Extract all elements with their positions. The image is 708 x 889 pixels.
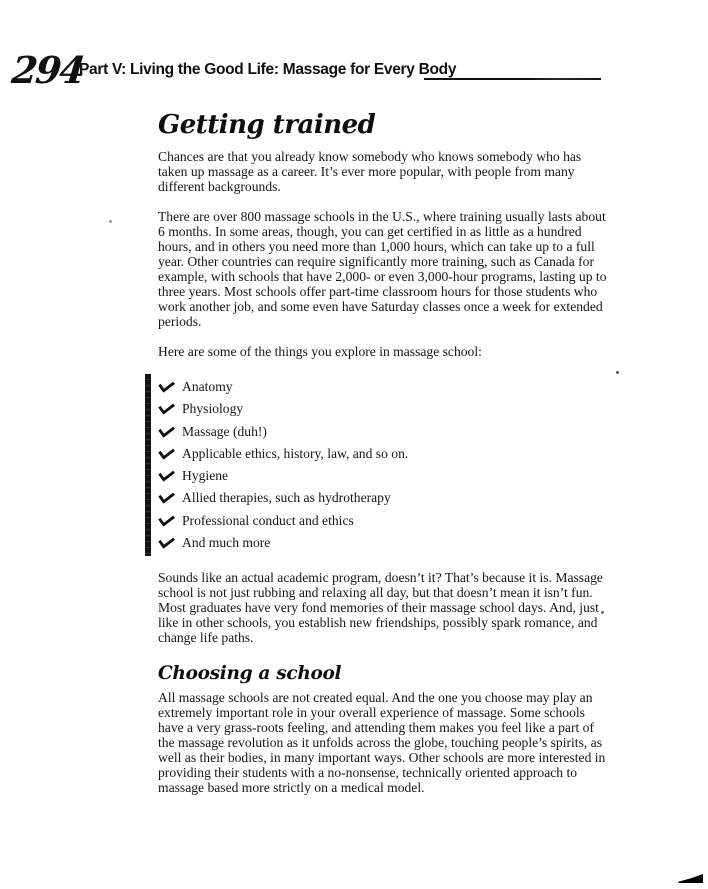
paragraph: There are over 800 massage schools in the U.S., where training usually lasts about 6 months. In some areas, though, you can get certified in as little as a hundred hours, and in others you need more than 1,000 hours, which can take up to a full year. Other countries can require significantly more training, such as Canada for example, with schools that have 2,000- or even 3,000-hour programs, lasting up to three years. Most schools offer part-time classroom hours for those students who work another job, and some even have Saturday classes once a week for extended periods. (158, 209, 607, 329)
paragraph: Chances are that you already know somebody who knows somebody who has taken up massage as a career. It’s ever more popular, with people from many different backgrounds. (158, 149, 582, 194)
list-item-label: Allied therapies, such as hydrotherapy (182, 490, 391, 506)
section-heading: Getting trained (158, 110, 376, 140)
list-item-label: Hygiene (182, 468, 229, 484)
list-item (158, 378, 608, 400)
list-item-label: Applicable ethics, history, law, and so on. (182, 445, 409, 461)
list-item (158, 512, 608, 534)
check-bullet-icon (158, 515, 175, 527)
list-item (158, 400, 608, 422)
scan-speck (616, 371, 619, 374)
checklist-side-bar (145, 374, 151, 556)
list-item-label: Physiology (182, 401, 244, 417)
scan-speck (109, 220, 112, 223)
check-bullet-icon (158, 470, 175, 482)
running-head-rule (424, 78, 601, 80)
page-number: 294 (9, 48, 86, 92)
list-item-label: Anatomy (182, 379, 233, 394)
paragraph: Sounds like an actual academic program, doesn’t it? That’s because it is. Massage school is not just rubbing and relaxing all day, but that doesn’t mean it isn’t fun. Most graduates have very fond memories of their massage school days. And, just like in other schools, you establish new friendships, possibly spark romance, and change life paths. (158, 570, 603, 646)
check-bullet-icon (158, 403, 175, 415)
list-item (158, 423, 608, 445)
check-bullet-icon (158, 492, 175, 504)
check-bullet-icon (158, 448, 175, 460)
list-item-label: And much more (182, 535, 271, 551)
scan-speck (601, 611, 604, 614)
paragraph: All massage schools are not created equal. And the one you choose may play an extremely important role in your overall experience of massage. Some schools have a very grass-roots feeling, and attending them makes you feel like a part of the massage revolution as it unfolds across the globe, touching people’s spirits, as well as their bodies, in many important ways. Other schools are more interested in providing their students with a no-nonsense, technically oriented approach to massage based more strictly on a medical model. (158, 690, 606, 796)
checklist (158, 378, 608, 556)
list-item (158, 467, 608, 489)
check-bullet-icon (158, 426, 175, 438)
subsection-heading: Choosing a school (158, 663, 342, 685)
page-curl-mark (678, 874, 703, 883)
content-column (158, 109, 608, 810)
check-bullet-icon (158, 537, 175, 549)
check-bullet-icon (158, 381, 175, 393)
running-head-title: Part V: Living the Good Life: Massage for Every Body (79, 61, 457, 78)
list-item-label: Massage (duh!) (182, 423, 267, 439)
paragraph: Here are some of the things you explore in massage school: (158, 344, 482, 359)
list-item (158, 489, 608, 511)
list-item (158, 445, 608, 467)
list-item (158, 534, 608, 556)
list-item-label: Professional conduct and ethics (182, 512, 354, 528)
